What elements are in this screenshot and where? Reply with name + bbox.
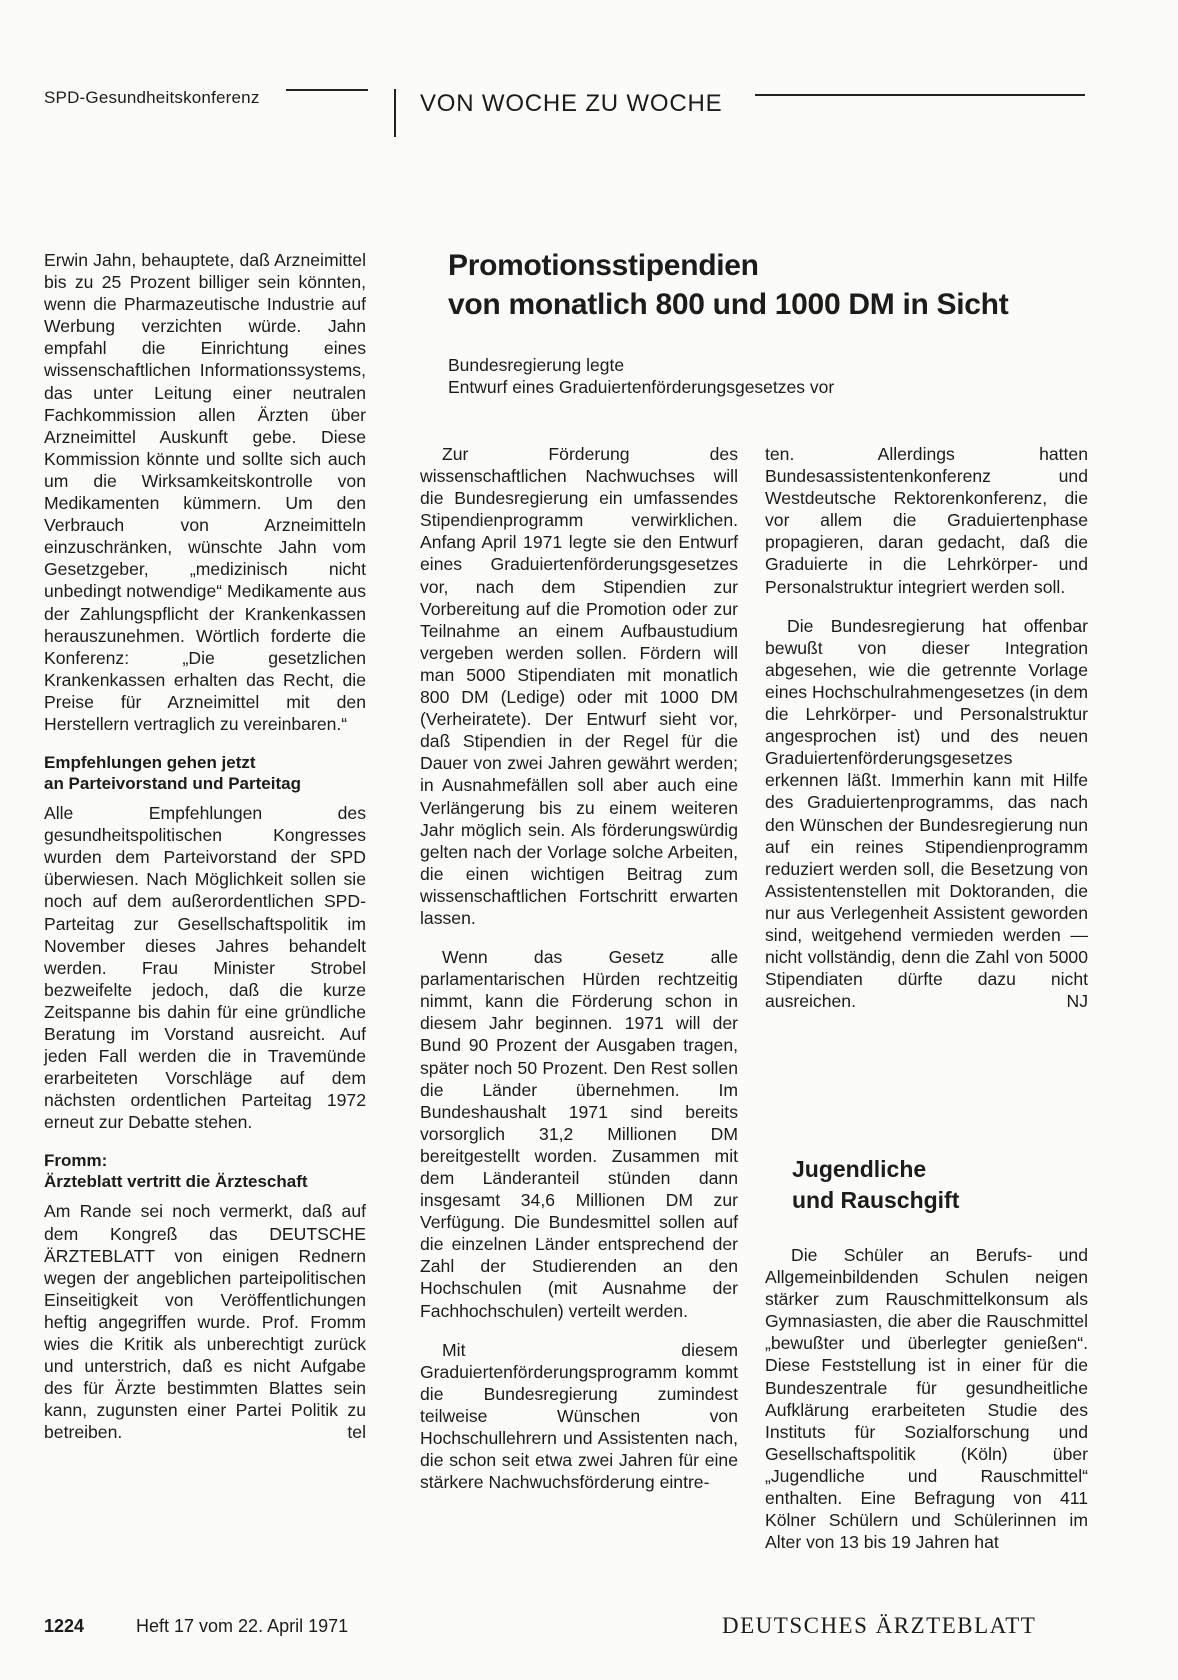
article2-body — [765, 1244, 1088, 1553]
article-title-line1: Promotionsstipendien — [448, 249, 759, 282]
article-col1-paragraph-3: Mit diesem Graduiertenförderungsprogramm kommt die Bundesregierung zumindest teilweise Wünschen von Hochschullehrern und Assistenten nach, die schon seit etwa zwei Jahren für eine stärkere Nachwuchsförderung eintre- — [420, 1339, 738, 1493]
article2-title — [792, 1154, 959, 1216]
header-rule-left — [286, 89, 368, 91]
article-col2-paragraph-2 — [765, 615, 1088, 1013]
article-col2-paragraph-1: ten. Allerdings hatten Bundesassistentenkonferenz und Westdeutsche Rektorenkonferenz, die vor allem die Graduiertenphase propagieren, daran gedacht, daß die Graduierte in die Lehrkörper- und Personalstruktur integriert werden soll. — [765, 444, 1088, 597]
left-paragraph-2-signature: tel — [347, 1422, 366, 1443]
left-paragraph-2-text: Am Rande sei noch vermerkt, daß auf dem Kongreß das DEUTSCHE ÄRZTEBLATT von einigen Rednern wegen der angeblichen parteipolitischen Einseitigkeit von Veröffentlichungen heftig angegriffen wurde. Prof. Fromm wies die Kritik als unberechtigt zurück und unterstrich, daß es nicht Aufgabe des für Ärzte bestimmten Blattes sein kann, zugunsten einer Partei Politik zu betreiben. — [44, 1201, 366, 1443]
article-title-line2: von monatlich 800 und 1000 DM in Sicht — [448, 288, 1009, 321]
header-rule-right — [755, 94, 1085, 96]
section-label-right: VON WOCHE ZU WOCHE — [420, 90, 723, 117]
section-label-left: SPD-Gesundheitskonferenz — [44, 88, 260, 107]
article-col2-paragraph-2-text: Die Bundesregierung hat offenbar bewußt von dieser Integration abgesehen, wie die getrennte Vorlage eines Hochschulrahmengesetzes (in dem die Lehrkörper- und Personalstruktur angesprochen ist) und des neuen Graduiertenförderungsgesetzes erkennen läßt. Immerhin kann mit Hilfe des Graduiertenprogramms, das nach den Wünschen der Bundesregierung nun auf ein reines Stipendienprogramm reduziert werden soll, die Besetzung von Assistentenstellen mit Doktoranden, die nur aus Verlegenheit Assistent geworden sind, weitgehend vermieden werden — nicht vollständig, denn die Zahl von 5000 Stipendiaten dürfte dazu nicht ausreichen. — [765, 615, 1088, 1012]
article2-title-line1: Jugendliche — [792, 1156, 927, 1182]
left-intro-paragraph: Erwin Jahn, behauptete, daß Arzneimittel bis zu 25 Prozent billiger sein könnten, wenn die Pharmazeutische Industrie auf Werbung verzichten würde. Jahn empfahl die Einrichtung eines wissenschaftlichen Informationssystems, das unter Leitung einer neutralen Fachkommission allen Ärzten über Arzneimittel Auskunft gebe. Diese Kommission könnte und sollte sich auch um die Wirksamkeitskontrolle von Medikamenten kümmern. Um den Verbrauch von Arzneimitteln einzuschränken, wünschte Jahn vom Gesetzgeber, „medizinisch nicht unbedingt notwendige“ Medikamente aus der Zahlungspflicht der Krankenkassen herauszunehmen. Wörtlich forderte die Konferenz: „Die gesetzlichen Krankenkassen erhalten das Recht, die Preise für Arzneimittel mit den Herstellern vertraglich zu vereinbaren.“ — [44, 250, 366, 734]
left-column — [44, 249, 366, 1444]
article-title — [448, 246, 1008, 324]
article2-paragraph: Die Schüler an Berufs- und Allgemeinbildenden Schulen neigen stärker zum Rauschmittelkonsum als Gymnasiasten, die aber die Rauschmittel „bewußter und überlegter genießen“. Diese Feststellung ist in einer für die Bundeszentrale für gesundheitliche Aufklärung erarbeiteten Studie des Instituts für Sozialforschung und Gesellschaftspolitik (Köln) über „Jugendliche und Rauschmittel“ enthalten. Eine Befragung von 411 Kölner Schülern und Schülerinnen im Alter von 13 bis 19 Jahren hat — [765, 1245, 1088, 1553]
article-subtitle-line2: Entwurf eines Graduiertenförderungsgesetzes vor — [448, 377, 835, 397]
journal-name: DEUTSCHES ÄRZTEBLATT — [722, 1613, 1037, 1638]
left-paragraph-2 — [44, 1200, 366, 1443]
article-column-2 — [765, 443, 1088, 1012]
left-heading-2-line1: Fromm: — [44, 1151, 108, 1171]
left-heading-1-line1: Empfehlungen gehen jetzt — [44, 753, 256, 773]
left-paragraph-1: Alle Empfehlungen des gesundheitspolitischen Kongresses wurden dem Parteivorstand der SPD überwiesen. Nach Möglichkeit sollen sie noch auf dem außerordentlichen SPD-Parteitag zur Gesellschaftspolitik im November dieses Jahres behandelt werden. Frau Minister Strobel bezweifelte jedoch, daß die kurze Zeitspanne bis dahin für eine gründliche Beratung im Vorstand ausreicht. Auf jeden Fall werden die in Travemünde erarbeiteten Vorschläge auf dem nächsten ordentlichen Parteitag 1972 erneut zur Debatte stehen. — [44, 803, 366, 1133]
column-divider — [394, 89, 396, 137]
left-heading-1-line2: an Parteivorstand und Parteitag — [44, 774, 301, 794]
article-column-1 — [420, 443, 738, 1493]
article2-title-line2: und Rauschgift — [792, 1187, 960, 1213]
article-col1-paragraph-2: Wenn das Gesetz alle parlamentarischen Hürden rechtzeitig nimmt, kann die Förderung schon in diesem Jahr beginnen. 1971 will der Bund 90 Prozent der Ausgaben tragen, später noch 50 Prozent. Den Rest sollen die Länder übernehmen. Im Bundeshaushalt 1971 sind bereits vorsorglich 31,2 Millionen DM bereitgestellt worden. Zusammen mit dem Länderanteil stünden dann insgesamt 34,6 Millionen DM zur Verfügung. Die Bundesmittel sollen auf die einzelnen Länder entsprechend der Zahl der Studierenden an den Hochschulen (mit Ausnahme der Fachhochschulen) verteilt werden. — [420, 947, 738, 1321]
article-subtitle-line1: Bundesregierung legte — [448, 355, 625, 375]
page-number: 1224 — [44, 1616, 85, 1636]
left-heading-2-line2: Ärzteblatt vertritt die Ärzteschaft — [44, 1172, 308, 1192]
article-col2-signature: NJ — [1066, 991, 1088, 1012]
issue-info: Heft 17 vom 22. April 1971 — [136, 1616, 349, 1636]
article-col1-paragraph-1: Zur Förderung des wissenschaftlichen Nachwuchses will die Bundesregierung ein umfassendes Stipendienprogramm verwirklichen. Anfang April 1971 legte sie den Entwurf eines Graduiertenförderungsgesetzes vor, nach dem Stipendien zur Vorbereitung auf die Promotion oder zur Teilnahme an einem Aufbaustudium vergeben werden sollen. Fördern will man 5000 Stipendiaten mit monatlich 800 DM (Ledige) oder mit 1000 DM (Verheiratete). Der Entwurf sieht vor, daß Stipendien in der Regel für die Dauer von zwei Jahren gewährt werden; in Ausnahmefällen soll aber auch eine Verlängerung bis zu einem weiteren Jahr möglich sein. Als förderungswürdig gelten nach der Vorlage solche Arbeiten, die einen wichtigen Beitrag zum wissenschaftlichen Fortschritt erwarten lassen. — [420, 444, 738, 928]
article-subtitle — [448, 354, 834, 398]
